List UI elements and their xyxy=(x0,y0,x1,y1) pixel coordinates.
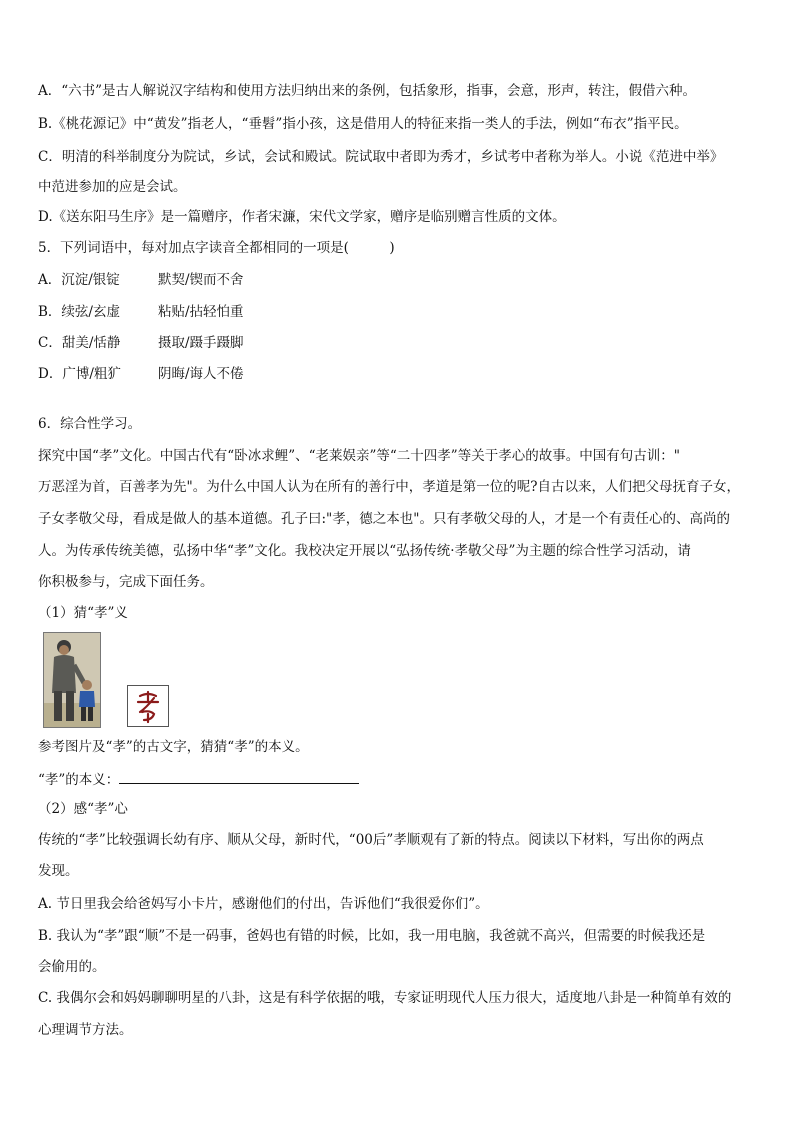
sub-question-2-intro-line2: 发现。 xyxy=(38,863,79,879)
sub-question-1-prompt: 参考图片及“孝”的古文字，猜猜“孝”的本义。 xyxy=(38,739,309,755)
q5-option-b xyxy=(38,302,758,322)
material-b-line2: 会偷用的。 xyxy=(38,959,106,975)
seal-script-glyph xyxy=(128,686,168,726)
answer-blank[interactable] xyxy=(119,769,359,784)
q5-option-b-label: B．续弦/玄虚 xyxy=(38,304,120,320)
question-5-stem: 5．下列词语中，每对加点字读音全都相同的一项是( ) xyxy=(38,240,395,256)
q6-intro-line3: 子女孝敬父母，看成是做人的基本道德。孔子曰:"孝，德之本也"。只有孝敬父母的人，才是一个有责任心的、高尚的 xyxy=(38,511,730,527)
q6-intro-line2: 万恶淫为首，百善孝为先"。为什么中国人认为在所有的善行中，孝道是第一位的呢?自古以来，人们把父母抚育子女， xyxy=(38,479,740,495)
q5-option-c-pair: 摄取/蹑手蹑脚 xyxy=(158,335,244,351)
material-b-line1: B. 我认为“孝”跟“顺”不是一码事，爸妈也有错的时候，比如，我一用电脑，我爸就不高兴，但需要的时候我还是 xyxy=(38,928,706,944)
q5-option-c xyxy=(38,333,758,353)
material-c-line2: 心理调节方法。 xyxy=(38,1022,133,1038)
sub-question-1-title: （1）猜“孝”义 xyxy=(38,605,128,621)
q6-intro-line4: 人。为传承传统美德，弘扬中华“孝”文化。我校决定开展以“弘扬传统·孝敬父母”为主题的综合性学习活动，请 xyxy=(38,543,691,559)
answer-label: “孝”的本义： xyxy=(38,772,120,788)
q6-intro-line5: 你积极参与，完成下面任务。 xyxy=(38,574,214,590)
material-c-line1: C. 我偶尔会和妈妈聊聊明星的八卦，这是有科学依据的哦，专家证明现代人压力很大，适度地八卦是一种简单有效的 xyxy=(38,990,732,1006)
sub-question-1-answer-row xyxy=(38,769,758,790)
ancient-xiao-character-seal xyxy=(127,685,169,727)
q5-option-d-label: D．广博/粗犷 xyxy=(38,366,121,382)
elder-and-child-photo xyxy=(43,632,101,728)
option-d-text: D.《送东阳马生序》是一篇赠序，作者宋濂，宋代文学家，赠序是临别赠言性质的文体。 xyxy=(38,209,566,225)
elder-and-child-illustration xyxy=(44,633,100,727)
option-c-text-line1: C．明清的科举制度分为院试，乡试，会试和殿试。院试取中者即为秀才，乡试考中者称为举人。小说《范进中举》 xyxy=(38,149,724,165)
q5-option-a-label: A．沉淀/银锭 xyxy=(38,272,120,288)
q5-option-b-pair: 粘贴/拈轻怕重 xyxy=(158,304,244,320)
q6-intro-line1: 探究中国“孝”文化。中国古代有“卧冰求鲤”、“老莱娱亲”等“二十四孝”等关于孝心的故事。中国有句古训：" xyxy=(38,448,680,464)
option-c-text-line2: 中范进参加的应是会试。 xyxy=(38,179,187,195)
material-a: A. 节日里我会给爸妈写小卡片，感谢他们的付出，告诉他们“我很爱你们”。 xyxy=(38,896,489,912)
q5-option-d-pair: 阴晦/诲人不倦 xyxy=(158,366,244,382)
q5-option-a xyxy=(38,270,758,290)
option-b-text: B.《桃花源记》中“黄发”指老人，“垂髫”指小孩，这是借用人的特征来指一类人的手法，例如“布衣”指平民。 xyxy=(38,116,688,132)
q5-option-a-pair: 默契/锲而不舍 xyxy=(158,272,244,288)
q5-option-d xyxy=(38,364,758,384)
sub-question-2-intro-line1: 传统的“孝”比较强调长幼有序、顺从父母，新时代，“00后”孝顺观有了新的特点。阅读以下材料，写出你的两点 xyxy=(38,832,704,848)
q5-option-c-label: C．甜美/恬静 xyxy=(38,335,121,351)
sub-question-2-title: （2）感“孝”心 xyxy=(38,801,128,817)
question-6-title: 6．综合性学习。 xyxy=(38,416,142,432)
option-a-text: A．“六书”是古人解说汉字结构和使用方法归纳出来的条例，包括象形，指事，会意，形声，转注，假借六种。 xyxy=(38,83,697,99)
